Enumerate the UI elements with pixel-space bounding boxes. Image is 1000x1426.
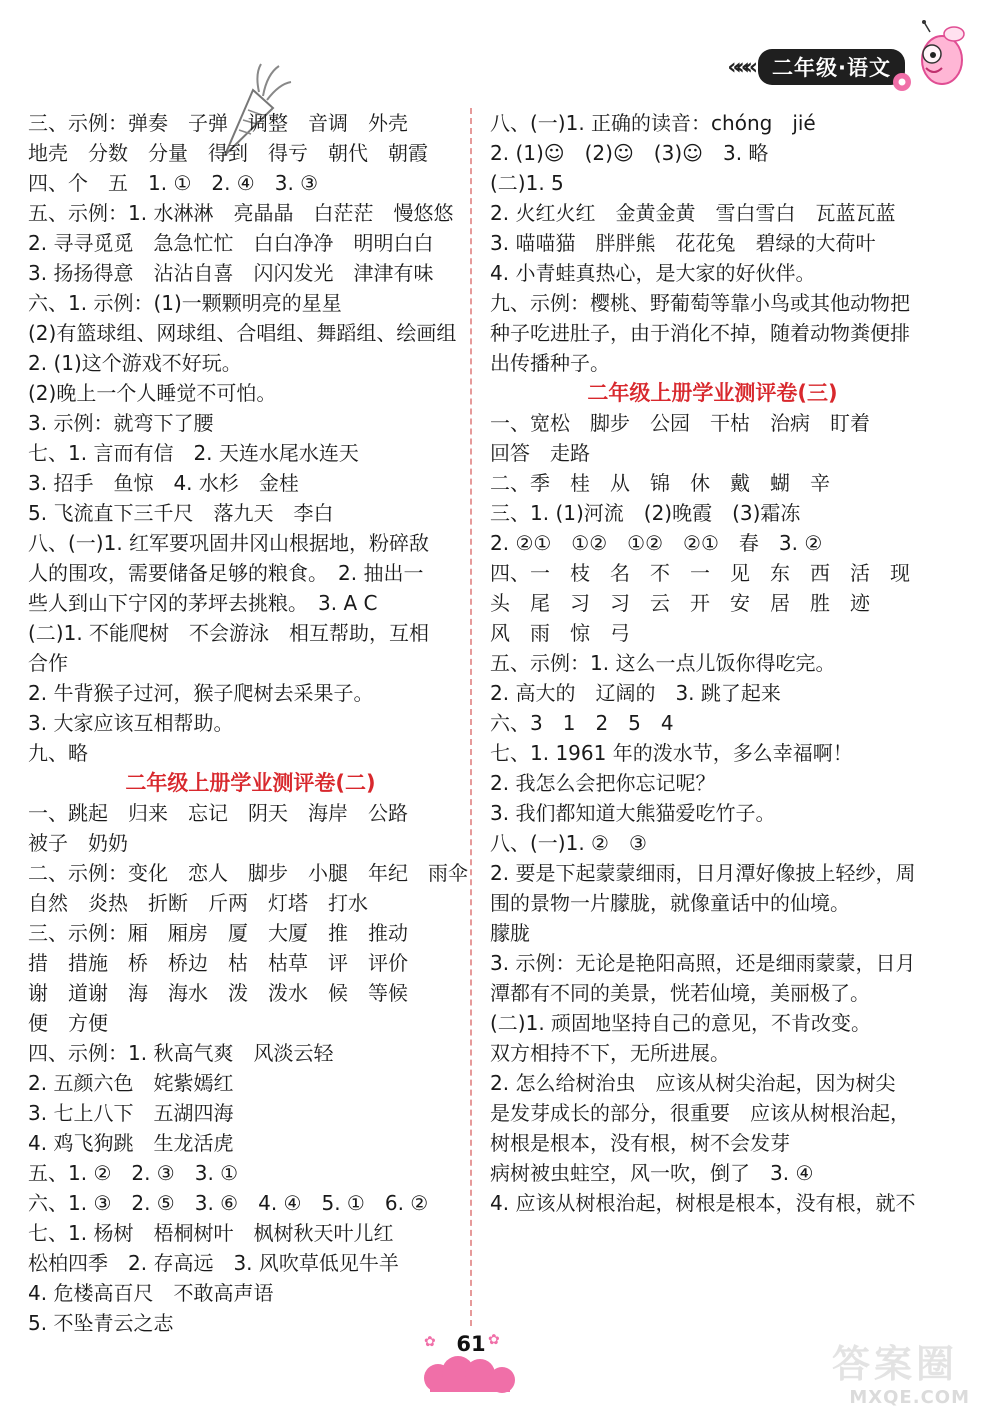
answer-line: 被子 奶奶 bbox=[28, 831, 128, 855]
section-title-two: 二年级上册学业测评卷(二) bbox=[125, 771, 376, 795]
answer-line: 一、跳起 归来 忘记 阴天 海岸 公路 bbox=[28, 801, 408, 825]
answer-line: 四、一 枝 名 不 一 见 东 西 活 现 bbox=[490, 561, 910, 585]
answer-line: 2. ②① ①② ①② ②① 春 3. ② bbox=[490, 531, 823, 555]
page-number: 61 bbox=[456, 1332, 486, 1356]
answer-line: 4. 危楼高百尺 不敢高声语 bbox=[28, 1281, 274, 1305]
answer-line: 2. 牛背猴子过河，猴子爬树去采果子。 bbox=[28, 681, 374, 705]
answer-line: 七、1. 杨树 梧桐树叶 枫树秋天叶儿红 bbox=[28, 1221, 394, 1245]
subject-badge: 二年级·语文 bbox=[758, 49, 905, 85]
answer-line: 二、示例：变化 恋人 脚步 小腿 年纪 雨伞 bbox=[28, 861, 468, 885]
answer-line: 二、季 桂 从 锦 休 戴 蝴 辛 bbox=[490, 471, 830, 495]
answer-line: 4. 小青蛙真热心，是大家的好伙伴。 bbox=[490, 261, 816, 285]
answer-line: 是发芽成长的部分，很重要 应该从树根治起， bbox=[490, 1101, 910, 1125]
answer-line: 六、3 1 2 5 4 bbox=[490, 711, 674, 735]
answer-line: 4. 鸡飞狗跳 生龙活虎 bbox=[28, 1131, 234, 1155]
answer-line: 4. 应该从树根治起，树根是根本，没有根，就不 bbox=[490, 1191, 916, 1215]
answer-line: 些人到山下宁冈的茅坪去挑粮。 3. A C bbox=[28, 591, 378, 615]
answer-line: 四、示例：1. 秋高气爽 风淡云轻 bbox=[28, 1041, 334, 1065]
answer-line: 自然 炎热 折断 斤两 灯塔 打水 bbox=[28, 891, 368, 915]
chevron-decoration: ««« bbox=[727, 54, 753, 80]
answer-line: 措 措施 桥 桥边 枯 枯草 评 评价 bbox=[28, 951, 408, 975]
answer-line: 2. 高大的 辽阔的 3. 跳了起来 bbox=[490, 681, 781, 705]
answer-line: 便 方便 bbox=[28, 1011, 108, 1035]
answer-line: 人的围攻，需要储备足够的粮食。 2. 抽出一 bbox=[28, 561, 424, 585]
answer-line: 3. 我们都知道大熊猫爱吃竹子。 bbox=[490, 801, 776, 825]
answer-line: (二)1. 顽固地坚持自己的意见，不肯改变。 bbox=[490, 1011, 872, 1035]
answer-line: 2. 我怎么会把你忘记呢？ bbox=[490, 771, 716, 795]
answer-line: 合作 bbox=[28, 651, 68, 675]
left-column bbox=[28, 108, 473, 1338]
answer-line: 三、1. (1)河流 (2)晚霞 (3)霜冻 bbox=[490, 501, 801, 525]
answer-line: 病树被虫蛀空，风一吹，倒了 3. ④ bbox=[490, 1161, 814, 1185]
watermark-main-text: 答案圈 bbox=[831, 1342, 958, 1386]
answer-line: (2)有篮球组、网球组、合唱组、舞蹈组、绘画组 bbox=[28, 321, 457, 345]
answer-line: 头 尾 习 习 云 开 安 居 胜 迹 bbox=[490, 591, 870, 615]
answer-line: 五、示例：1. 水淋淋 亮晶晶 白茫茫 慢悠悠 bbox=[28, 201, 454, 225]
answer-line: 九、略 bbox=[28, 741, 88, 765]
answer-line: 朦胧 bbox=[490, 921, 530, 945]
answer-line: 2. 寻寻觅觅 急急忙忙 白白净净 明明白白 bbox=[28, 231, 434, 255]
svg-text:✿: ✿ bbox=[424, 1334, 436, 1350]
answer-line: 五、1. ② 2. ③ 3. ① bbox=[28, 1161, 239, 1185]
page-number-footer bbox=[416, 1326, 526, 1398]
watermark-logo bbox=[790, 1341, 980, 1416]
answer-line: (2)晚上一个人睡觉不可怕。 bbox=[28, 381, 277, 405]
answer-line: 3. 喵喵猫 胖胖熊 花花兔 碧绿的大荷叶 bbox=[490, 231, 876, 255]
answer-line: 围的景物一片朦胧，就像童话中的仙境。 bbox=[490, 891, 850, 915]
section-title-three: 二年级上册学业测评卷(三) bbox=[587, 381, 838, 405]
answer-line: 2. 要是下起蒙蒙细雨，日月潭好像披上轻纱，周 bbox=[490, 861, 916, 885]
answer-line: 九、示例：樱桃、野葡萄等靠小鸟或其他动物把 bbox=[490, 291, 910, 315]
right-column bbox=[490, 108, 935, 1218]
watermark-url-text: MXQE.COM bbox=[849, 1387, 970, 1408]
answer-line: 八、(一)1. ② ③ bbox=[490, 831, 647, 855]
answer-line: 3. 招手 鱼惊 4. 水杉 金桂 bbox=[28, 471, 299, 495]
answer-line: 五、示例：1. 这么一点儿饭你得吃完。 bbox=[490, 651, 836, 675]
answer-line: 谢 道谢 海 海水 泼 泼水 候 等候 bbox=[28, 981, 408, 1005]
answer-line: 七、1. 1961 年的泼水节，多么幸福啊！ bbox=[490, 741, 853, 765]
answer-line: 八、(一)1. 正确的读音：chóng jié bbox=[490, 111, 816, 135]
answer-line: 潭都有不同的美景，恍若仙境，美丽极了。 bbox=[490, 981, 870, 1005]
answer-line: 树根是根本，没有根，树不会发芽 bbox=[490, 1131, 790, 1155]
answer-line: 3. 示例：就弯下了腰 bbox=[28, 411, 214, 435]
page-header bbox=[727, 50, 905, 84]
answer-line: 六、1. 示例：(1)一颗颗明亮的星星 bbox=[28, 291, 342, 315]
answer-line: 种子吃进肚子，由于消化不掉，随着动物粪便排 bbox=[490, 321, 910, 345]
answer-line: 回答 走路 bbox=[490, 441, 590, 465]
answer-line: 松柏四季 2. 存高远 3. 风吹草低见牛羊 bbox=[28, 1251, 399, 1275]
answer-line: (二)1. 不能爬树 不会游泳 相互帮助，互相 bbox=[28, 621, 430, 645]
answer-line: 出传播种子。 bbox=[490, 351, 610, 375]
answer-line: 3. 示例：无论是艳阳高照，还是细雨蒙蒙，日月 bbox=[490, 951, 916, 975]
answer-line: 八、(一)1. 红军要巩固井冈山根据地，粉碎敌 bbox=[28, 531, 430, 555]
bee-mascot-icon bbox=[880, 20, 970, 100]
answer-line: 5. 不坠青云之志 bbox=[28, 1311, 174, 1335]
answer-line: 3. 大家应该互相帮助。 bbox=[28, 711, 234, 735]
answer-line: 三、示例：弹奏 子弹 调整 音调 外壳 bbox=[28, 111, 408, 135]
answer-line: 双方相持不下，无所进展。 bbox=[490, 1041, 730, 1065]
answer-line: 风 雨 惊 弓 bbox=[490, 621, 630, 645]
answer-line: 2. (1)☺ (2)☺ (3)☺ 3. 略 bbox=[490, 141, 769, 165]
svg-text:✿: ✿ bbox=[488, 1332, 500, 1348]
answer-line: (二)1. 5 bbox=[490, 171, 564, 195]
answer-line: 地壳 分数 分量 得到 得亏 朝代 朝霞 bbox=[28, 141, 428, 165]
answer-line: 5. 飞流直下三千尺 落九天 李白 bbox=[28, 501, 334, 525]
answer-line: 2. (1)这个游戏不好玩。 bbox=[28, 351, 242, 375]
answer-line: 一、宽松 脚步 公园 干枯 治病 盯着 bbox=[490, 411, 870, 435]
answer-line: 三、示例：厢 厢房 厦 大厦 推 推动 bbox=[28, 921, 408, 945]
answer-line: 2. 火红火红 金黄金黄 雪白雪白 瓦蓝瓦蓝 bbox=[490, 201, 896, 225]
answer-line: 六、1. ③ 2. ⑤ 3. ⑥ 4. ④ 5. ① 6. ② bbox=[28, 1191, 429, 1215]
column-divider bbox=[470, 108, 472, 1326]
answer-line: 2. 怎么给树治虫 应该从树尖治起，因为树尖 bbox=[490, 1071, 896, 1095]
answer-line: 四、个 五 1. ① 2. ④ 3. ③ bbox=[28, 171, 319, 195]
answer-line: 3. 七上八下 五湖四海 bbox=[28, 1101, 234, 1125]
answer-line: 2. 五颜六色 姹紫嫣红 bbox=[28, 1071, 234, 1095]
answer-line: 3. 扬扬得意 沾沾自喜 闪闪发光 津津有味 bbox=[28, 261, 434, 285]
answer-line: 七、1. 言而有信 2. 天连水尾水连天 bbox=[28, 441, 359, 465]
